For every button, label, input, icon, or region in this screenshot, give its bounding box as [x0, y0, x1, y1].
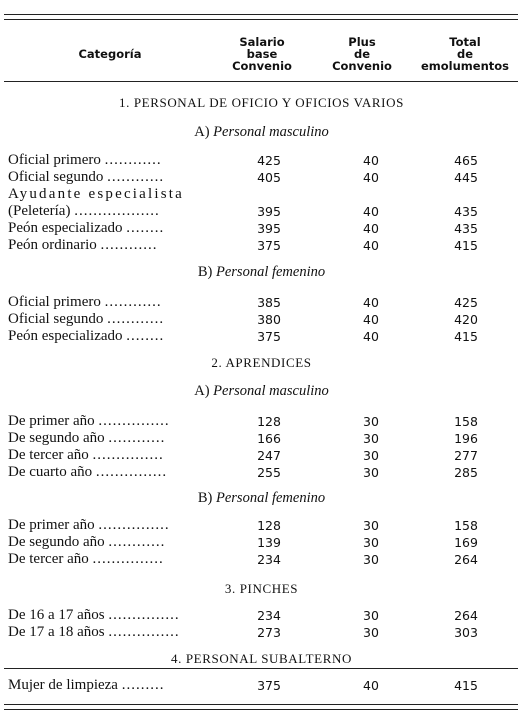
header-total [415, 28, 515, 80]
header-salario-l2: base [246, 47, 278, 61]
cell-salario: 405 [257, 170, 281, 185]
row-dots: ............ [108, 430, 166, 446]
row-dots: ............ [100, 237, 158, 253]
row-name: De segundo año [8, 534, 105, 550]
cell-salario: 234 [257, 608, 281, 623]
cell-plus: 30 [363, 448, 379, 463]
row-dots: .................. [74, 203, 160, 219]
cell-salario: 395 [257, 221, 281, 236]
cell-salario: 128 [257, 414, 281, 429]
row-dots: ............ [107, 311, 165, 327]
group-prefix: A) [194, 124, 210, 140]
cell-plus: 30 [363, 625, 379, 640]
row-dots: ............... [95, 464, 168, 480]
row-name: (Peletería) [8, 203, 71, 219]
table-row [8, 186, 508, 203]
header-plus-l3: Convenio [332, 59, 392, 73]
cell-plus: 40 [363, 204, 379, 219]
row-dots: ............... [98, 413, 170, 429]
cell-salario: 255 [257, 465, 281, 480]
row-name: Mujer de limpieza [8, 677, 118, 693]
header-categoria [0, 28, 220, 80]
table-row [8, 624, 508, 641]
cell-total: 277 [454, 448, 478, 463]
section-title: 4. PERSONAL SUBALTERNO [171, 651, 352, 666]
cell-plus: 30 [363, 414, 379, 429]
cell-plus: 40 [363, 153, 379, 168]
cell-total: 415 [454, 329, 478, 344]
cell-salario: 166 [257, 431, 281, 446]
table-row [8, 220, 508, 237]
cell-total: 158 [454, 414, 478, 429]
cell-salario: 380 [257, 312, 281, 327]
cell-salario: 139 [257, 535, 281, 550]
cell-salario: 375 [257, 678, 281, 693]
group-label: Personal masculino [213, 124, 329, 140]
cell-total: 169 [454, 535, 478, 550]
cell-plus: 40 [363, 238, 379, 253]
cell-plus: 40 [363, 329, 379, 344]
row-dots: ......... [121, 677, 165, 693]
cell-total: 465 [454, 153, 478, 168]
cell-salario: 425 [257, 153, 281, 168]
cell-salario: 128 [257, 518, 281, 533]
cell-total: 285 [454, 465, 478, 480]
table-row [8, 607, 508, 624]
table-row [8, 447, 508, 464]
row-name: Peón especializado [8, 328, 123, 344]
group-label: Personal femenino [215, 490, 326, 506]
cell-salario: 247 [257, 448, 281, 463]
cell-plus: 30 [363, 465, 379, 480]
row-name: Peón especializado [8, 220, 123, 236]
header-total-l2: de [456, 47, 474, 61]
row-name: De tercer año [8, 551, 89, 567]
group-prefix: B) [197, 264, 213, 280]
table-row [8, 203, 508, 220]
row-name: Oficial primero [8, 294, 101, 310]
cell-plus: 40 [363, 295, 379, 310]
cell-total: 435 [454, 204, 478, 219]
row-dots: ............... [108, 607, 180, 623]
cell-plus: 40 [363, 170, 379, 185]
row-dots: ............... [92, 551, 164, 567]
table-row [8, 294, 508, 311]
row-dots: ............ [107, 169, 165, 185]
section-title: 1. PERSONAL DE OFICIO Y OFICIOS VARIOS [119, 95, 404, 110]
group-subtitle [0, 490, 523, 507]
table-row [8, 169, 508, 186]
header-plus-l1: Plus [348, 35, 376, 49]
cell-plus: 30 [363, 518, 379, 533]
cell-salario: 385 [257, 295, 281, 310]
cell-total: 435 [454, 221, 478, 236]
header-plus [322, 28, 402, 80]
header-salario [222, 28, 302, 80]
cell-total: 196 [454, 431, 478, 446]
cell-plus: 30 [363, 608, 379, 623]
row-name: Ayudante especialista [8, 186, 185, 202]
cell-total: 303 [454, 625, 478, 640]
row-dots: ............ [108, 534, 166, 550]
cell-plus: 40 [363, 678, 379, 693]
cell-total: 264 [454, 608, 478, 623]
cell-plus: 30 [363, 431, 379, 446]
table-row [8, 413, 508, 430]
cell-plus: 30 [363, 552, 379, 567]
row-name: Oficial primero [8, 152, 101, 168]
cell-plus: 40 [363, 221, 379, 236]
table-row [8, 534, 508, 551]
cell-total: 158 [454, 518, 478, 533]
row-dots: ........ [126, 328, 165, 344]
header-salario-l1: Salario [239, 35, 285, 49]
row-dots: ............ [104, 152, 162, 168]
row-name: De tercer año [8, 447, 89, 463]
row-name: Oficial segundo [8, 169, 104, 185]
table-row [8, 430, 508, 447]
row-name: De primer año [8, 413, 95, 429]
table-row [8, 464, 508, 481]
row-dots: ........ [126, 220, 165, 236]
group-subtitle [0, 264, 523, 281]
table-row [8, 677, 508, 694]
bottom-rule-1 [4, 704, 518, 705]
cell-total: 425 [454, 295, 478, 310]
row-dots: ............... [108, 624, 180, 640]
group-label: Personal femenino [215, 264, 326, 280]
table-row [8, 517, 508, 534]
cell-total: 415 [454, 678, 478, 693]
top-rule-1 [4, 14, 518, 15]
row-name: De 17 a 18 años [8, 624, 105, 640]
table-row [8, 551, 508, 568]
cell-salario: 375 [257, 238, 281, 253]
top-rule-2 [4, 19, 518, 20]
cell-total: 420 [454, 312, 478, 327]
group-subtitle [0, 383, 523, 400]
row-name: De cuarto año [8, 464, 93, 480]
table-row [8, 328, 508, 345]
table-row [8, 152, 508, 169]
cell-salario: 273 [257, 625, 281, 640]
row-name: Oficial segundo [8, 311, 104, 327]
header-categoria-label: Categoría [78, 47, 142, 61]
header-salario-l3: Convenio [232, 59, 292, 73]
section-rule [4, 668, 518, 669]
row-name: De primer año [8, 517, 95, 533]
row-dots: ............ [104, 294, 162, 310]
group-subtitle [0, 124, 523, 141]
row-name: Peón ordinario [8, 237, 97, 253]
cell-total: 264 [454, 552, 478, 567]
group-label: Personal masculino [213, 383, 329, 399]
table-row [8, 311, 508, 328]
group-prefix: B) [197, 490, 213, 506]
group-prefix: A) [194, 383, 210, 399]
header-plus-l2: de [353, 47, 371, 61]
cell-salario: 395 [257, 204, 281, 219]
header-rule [4, 81, 518, 82]
row-name: De segundo año [8, 430, 105, 446]
section-title: 2. APRENDICES [211, 355, 312, 370]
cell-plus: 30 [363, 535, 379, 550]
cell-plus: 40 [363, 312, 379, 327]
row-dots: ............... [92, 447, 164, 463]
table-row [8, 237, 508, 254]
section-title: 3. PINCHES [224, 581, 299, 596]
header-total-l1: Total [449, 35, 481, 49]
cell-salario: 375 [257, 329, 281, 344]
row-dots: ............... [98, 517, 170, 533]
cell-salario: 234 [257, 552, 281, 567]
cell-total: 415 [454, 238, 478, 253]
row-name: De 16 a 17 años [8, 607, 105, 623]
header-total-l3: emolumentos [420, 59, 510, 73]
cell-total: 445 [454, 170, 478, 185]
bottom-rule-2 [4, 709, 518, 710]
